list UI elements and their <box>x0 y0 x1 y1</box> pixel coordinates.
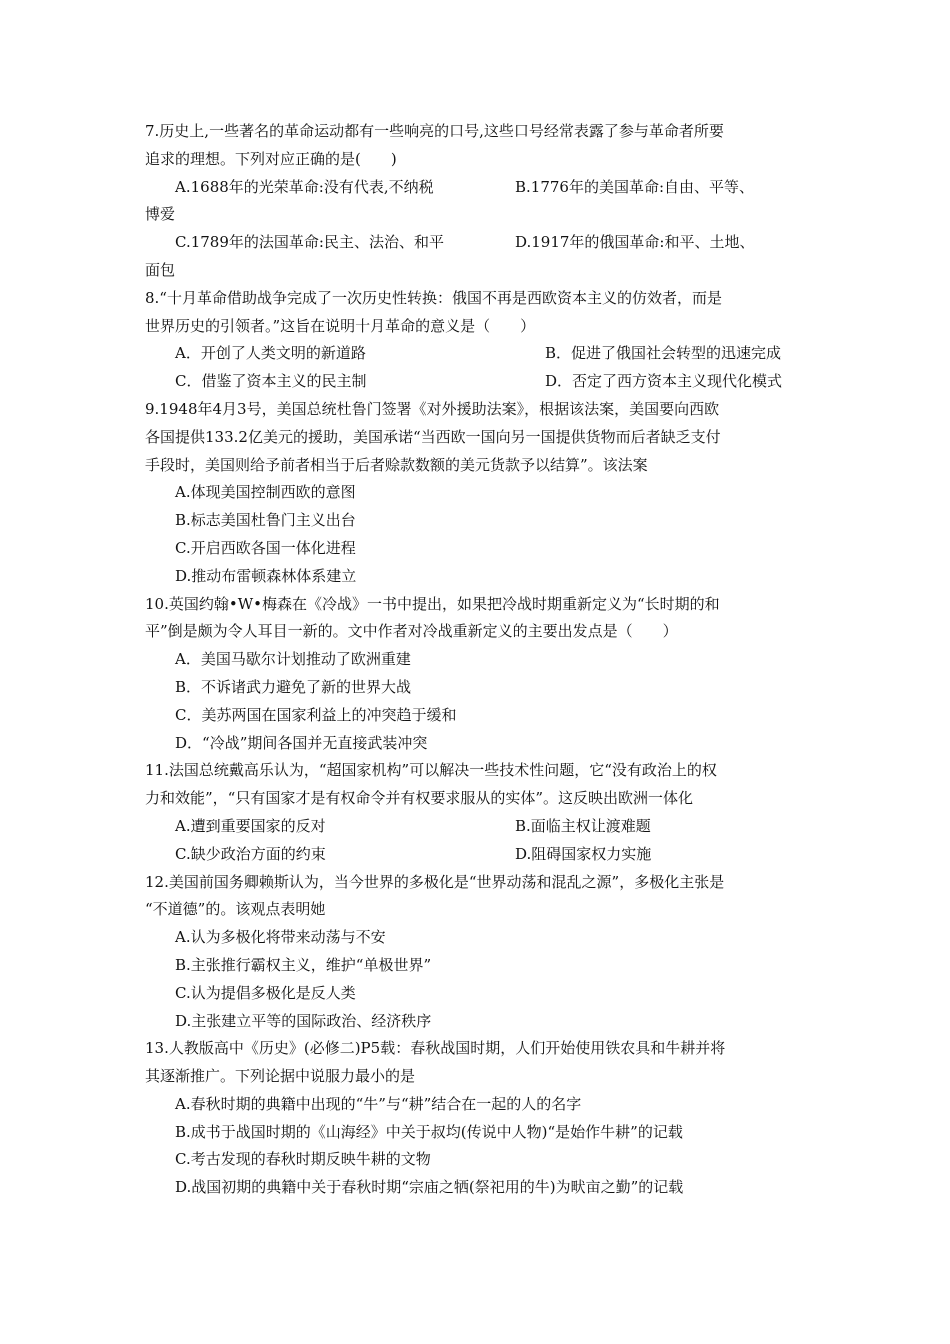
option-a: A.1688年的光荣革命:没有代表,不纳税 <box>175 177 434 196</box>
question-8-stem-line-2: 世界历史的引领者。”这旨在说明十月革命的意义是（ ） <box>145 316 536 335</box>
question-7-options-row-2 <box>145 229 835 257</box>
exam-content <box>145 118 835 1202</box>
question-7-stem-line-2: 追求的理想。下列对应正确的是( ) <box>145 149 397 168</box>
option-a: A．美国马歇尔计划推动了欧洲重建 <box>175 650 411 669</box>
option-d: D.1917年的俄国革命:和平、土地、 <box>515 233 755 252</box>
option-d: D．“冷战”期间各国并无直接武装冲突 <box>175 733 428 752</box>
question-13 <box>145 1035 835 1202</box>
question-12 <box>145 869 835 1036</box>
question-8-stem-line-1: 8.“十月革命借助战争完成了一次历史性转换：俄国不再是西欧资本主义的仿效者，而是 <box>145 288 722 307</box>
option-b-continued: 博爱 <box>145 205 176 224</box>
question-9-stem-line-2: 各国提供133.2亿美元的援助，美国承诺“当西欧一国向另一国提供货物而后者缺乏支付 <box>145 427 721 446</box>
option-d-continued: 面包 <box>145 260 176 279</box>
question-9-stem-line-1: 9.1948年4月3号，美国总统杜鲁门签署《对外援助法案》，根据该法案，美国要向西欧 <box>145 399 720 418</box>
option-a: A.体现美国控制西欧的意图 <box>175 483 356 502</box>
question-8-options-row-2 <box>145 368 835 396</box>
question-7 <box>145 118 835 285</box>
option-c: C.开启西欧各国一体化进程 <box>175 538 356 557</box>
option-a: A．开创了人类文明的新道路 <box>175 344 366 363</box>
option-c: C.1789年的法国革命:民主、法治、和平 <box>175 233 444 252</box>
option-b: B.标志美国杜鲁门主义出台 <box>175 511 356 530</box>
option-d: D.主张建立平等的国际政治、经济秩序 <box>175 1011 432 1030</box>
option-d: D.推动布雷顿森林体系建立 <box>175 566 357 585</box>
question-11-options-row-2 <box>145 841 835 869</box>
question-9 <box>145 396 835 591</box>
option-d: D.战国初期的典籍中关于春秋时期“宗庙之牺(祭祀用的牛)为畎亩之勤”的记载 <box>175 1178 684 1197</box>
option-b: B.成书于战国时期的《山海经》中关于叔均(传说中人物)“是始作牛耕”的记载 <box>175 1122 683 1141</box>
option-b: B.主张推行霸权主义，维护“单极世界” <box>175 955 432 974</box>
option-d: D．否定了西方资本主义现代化模式 <box>545 372 783 391</box>
question-13-stem-line-2: 其逐渐推广。下列论据中说服力最小的是 <box>145 1067 416 1086</box>
option-c: C.缺少政治方面的约束 <box>175 844 326 863</box>
option-c: C.考古发现的春秋时期反映牛耕的文物 <box>175 1150 431 1169</box>
option-d: D.阻碍国家权力实施 <box>515 844 652 863</box>
question-10-stem-line-2: 平”倒是颇为令人耳目一新的。文中作者对冷战重新定义的主要出发点是（ ） <box>145 622 678 641</box>
question-7-stem-line-1: 7.历史上,一些著名的革命运动都有一些响亮的口号,这些口号经常表露了参与革命者所要 <box>145 122 724 140</box>
question-11-stem-line-1: 11.法国总统戴高乐认为，“超国家机构”可以解决一些技术性问题，它“没有政治上的权 <box>145 761 717 780</box>
question-9-stem-line-3: 手段时，美国则给予前者相当于后者赊款数额的美元货款予以结算”。该法案 <box>145 455 648 474</box>
question-12-stem-line-2: “不道德”的。该观点表明她 <box>145 900 326 919</box>
option-b: B．不诉诸武力避免了新的世界大战 <box>175 677 412 696</box>
question-11-options-row-1 <box>145 813 835 841</box>
question-8-options-row-1 <box>145 340 835 368</box>
option-c: C.认为提倡多极化是反人类 <box>175 983 356 1002</box>
question-11 <box>145 757 835 868</box>
option-a: A.春秋时期的典籍中出现的“牛”与“耕”结合在一起的人的名字 <box>175 1094 582 1113</box>
question-10 <box>145 591 835 758</box>
question-10-stem-line-1: 10.英国约翰•W•梅森在《冷战》一书中提出，如果把冷战时期重新定义为“长时期的和 <box>145 594 720 613</box>
option-b: B．促进了俄国社会转型的迅速完成 <box>545 344 782 363</box>
option-b: B.面临主权让渡难题 <box>515 816 651 835</box>
option-a: A.认为多极化将带来动荡与不安 <box>175 928 386 947</box>
question-11-stem-line-2: 力和效能”，“只有国家才是有权命令并有权要求服从的实体”。这反映出欧洲一体化 <box>145 789 694 808</box>
option-b: B.1776年的美国革命:自由、平等、 <box>515 177 755 196</box>
question-7-options-row-1 <box>145 174 835 202</box>
option-a: A.遭到重要国家的反对 <box>175 816 326 835</box>
question-8 <box>145 285 835 396</box>
option-c: C．美苏两国在国家利益上的冲突趋于缓和 <box>175 705 457 724</box>
question-13-stem-line-1: 13.人教版高中《历史》(必修二)P5载：春秋战国时期，人们开始使用铁农具和牛耕并将 <box>145 1039 726 1058</box>
question-12-stem-line-1: 12.美国前国务卿赖斯认为，当今世界的多极化是“世界动荡和混乱之源”，多极化主张是 <box>145 872 725 891</box>
option-c: C．借鉴了资本主义的民主制 <box>175 372 367 391</box>
